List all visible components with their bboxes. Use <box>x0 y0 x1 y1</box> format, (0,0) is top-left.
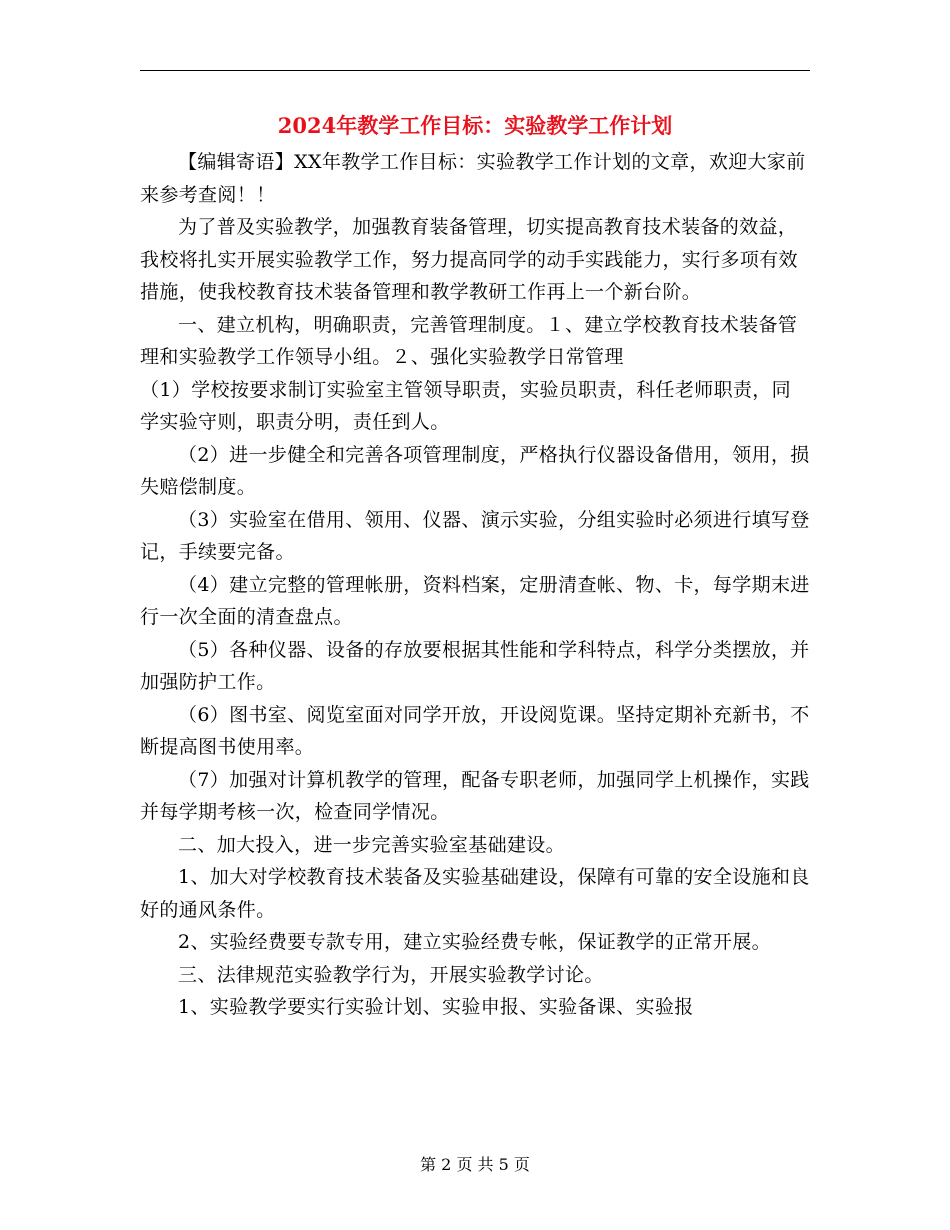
paragraph-intro: 为了普及实验教学，加强教育装备管理，切实提高教育技术装备的效益，我校将扎实开展实验教学工作，努力提高同学的动手实践能力，实行多项有效措施，使我校教育技术装备管理和教学教研工作再上一个新台阶。 <box>140 216 798 303</box>
paragraph-item-3: （3）实验室在借用、领用、仪器、演示实验，分组实验时必须进行填写登记，手续要完备。 <box>140 508 810 563</box>
paragraph-item-6: （6）图书室、阅览室面对同学开放，开设阅览课。坚持定期补充新书，不断提高图书使用率。 <box>140 703 810 758</box>
header-rule <box>140 70 810 71</box>
paragraph-section-3-item-1: 1、实验教学要实行实验计划、实验申报、实验备课、实验报 <box>178 996 694 1018</box>
paragraph-section-3: 三、法律规范实验教学行为，开展实验教学讨论。 <box>178 963 604 986</box>
paragraph-item-2: （2）进一步健全和完善各项管理制度，严格执行仪器设备借用，领用，损失赔偿制度。 <box>140 443 810 498</box>
document-body <box>140 146 810 1024</box>
paragraph-editor-note: 【编辑寄语】XX年教学工作目标：实验教学工作计划的文章，欢迎大家前来参考查阅！！ <box>140 151 806 206</box>
paragraph-section-2: 二、加大投入，进一步完善实验室基础建设。 <box>178 833 566 856</box>
document-title: 2024年教学工作目标：实验教学工作计划 <box>277 113 673 138</box>
paragraph-item-4: （4）建立完整的管理帐册，资料档案，定册清查帐、物、卡，每学期末进行一次全面的清查盘点。 <box>140 573 810 628</box>
paragraph-item-7: （7）加强对计算机教学的管理，配备专职老师，加强同学上机操作，实践并每学期考核一次，检查同学情况。 <box>140 768 810 823</box>
page-footer: 第 2 页 共 5 页 <box>420 1155 530 1174</box>
paragraph-item-1: （1）学校按要求制订实验室主管领导职责，实验员职责，科任老师职责，同学实验守则，职责分明，责任到人。 <box>140 378 791 433</box>
paragraph-section-1: 一、建立机构，明确职责，完善管理制度。１、建立学校教育技术装备管理和实验教学工作领导小组。２、强化实验教学日常管理 <box>140 313 798 368</box>
paragraph-section-2-item-1: 1、加大对学校教育技术装备及实验基础建设，保障有可靠的安全设施和良好的通风条件。 <box>140 866 810 921</box>
paragraph-item-5: （5）各种仪器、设备的存放要根据其性能和学科特点，科学分类摆放，并加强防护工作。 <box>140 638 810 693</box>
paragraph-section-2-item-2: 2、实验经费要专款专用，建立实验经费专帐，保证教学的正常开展。 <box>178 931 771 953</box>
